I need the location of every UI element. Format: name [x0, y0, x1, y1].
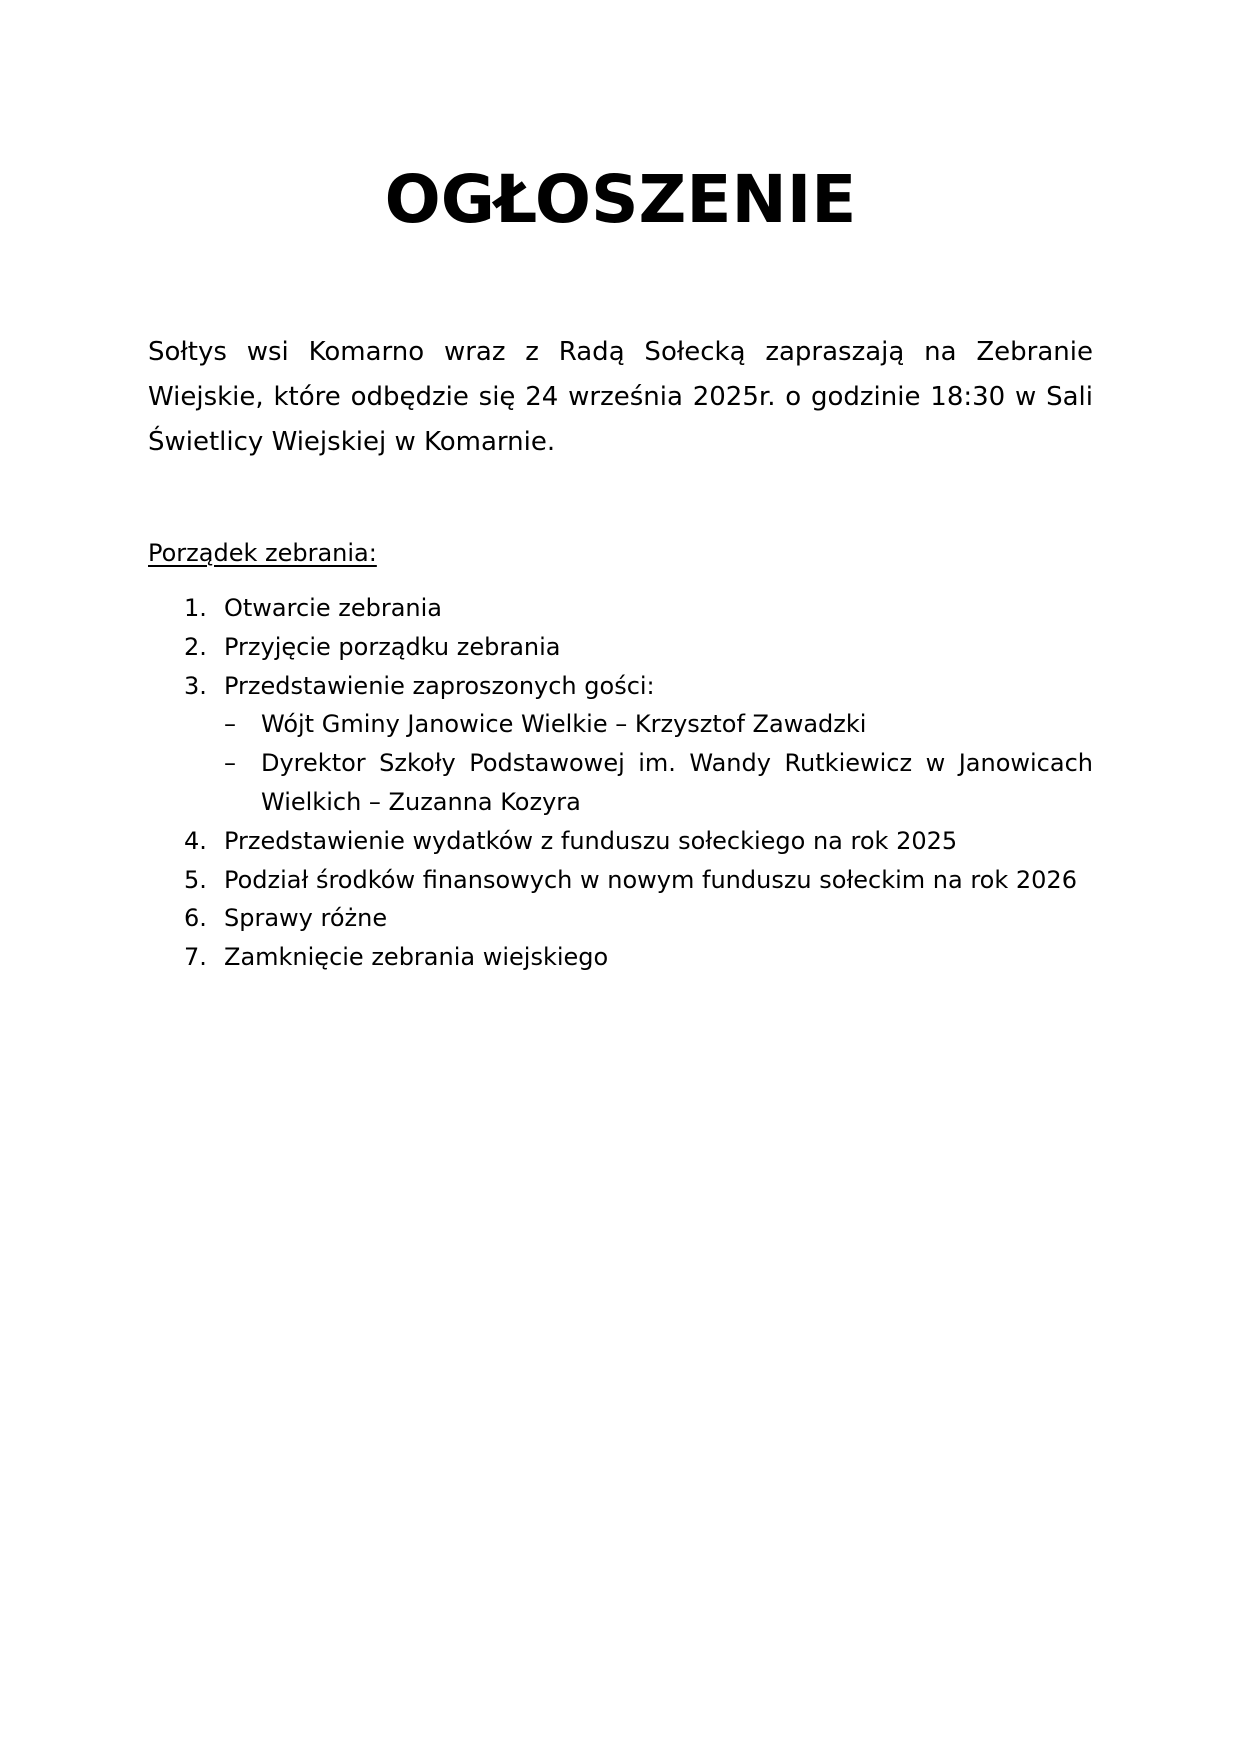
agenda-item-number: 7.: [184, 943, 207, 972]
agenda-item-text: Przyjęcie porządku zebrania: [224, 632, 561, 661]
agenda-item-text: Zamknięcie zebrania wiejskiego: [224, 943, 609, 972]
agenda-item: [148, 899, 1093, 938]
agenda-item: [148, 667, 1093, 706]
dash-bullet: –: [224, 710, 236, 739]
agenda-item-number: 1.: [184, 594, 207, 622]
agenda-item-number: 5.: [184, 865, 207, 894]
guest-item: [148, 705, 1093, 744]
agenda-item: [148, 938, 1093, 977]
page-title: OGŁOSZENIE: [384, 161, 857, 238]
agenda-item: [148, 628, 1093, 667]
agenda-item-text: Otwarcie zebrania: [224, 594, 442, 622]
agenda-item-number: 4.: [184, 826, 207, 855]
agenda-item-number: 6.: [184, 904, 207, 933]
intro-paragraph: Sołtys wsi Komarno wraz z Radą Sołecką zapraszają na Zebranie Wiejskie, które odbędzie się 24 września 2025r. o godzinie 18:30 w Sali Świetlicy Wiejskiej w Komarnie.: [148, 337, 1093, 457]
guest-item: [148, 744, 1093, 822]
agenda-item: [148, 822, 1093, 861]
agenda-item: [148, 861, 1093, 900]
agenda-item-text: Podział środków finansowych w nowym funduszu sołeckim na rok 2026: [224, 865, 1077, 894]
guest-item-text: Dyrektor Szkoły Podstawowej im. Wandy Rutkiewicz w Janowicach Wielkich – Zuzanna Kozyra: [261, 749, 1093, 816]
agenda-item-text: Sprawy różne: [224, 904, 388, 933]
dash-bullet: –: [224, 749, 236, 778]
agenda-item-text: Przedstawienie wydatków z funduszu sołeckiego na rok 2025: [224, 826, 958, 855]
agenda-item-text: Przedstawienie zaproszonych gości:: [224, 671, 655, 700]
guest-item-text: Wójt Gminy Janowice Wielkie – Krzysztof Zawadzki: [261, 710, 867, 739]
agenda-item-number: 2.: [184, 632, 207, 661]
agenda-heading: Porządek zebrania:: [148, 539, 377, 567]
agenda-list: [148, 589, 1093, 977]
agenda-item-number: 3.: [184, 671, 207, 700]
agenda-item: [148, 589, 1093, 628]
